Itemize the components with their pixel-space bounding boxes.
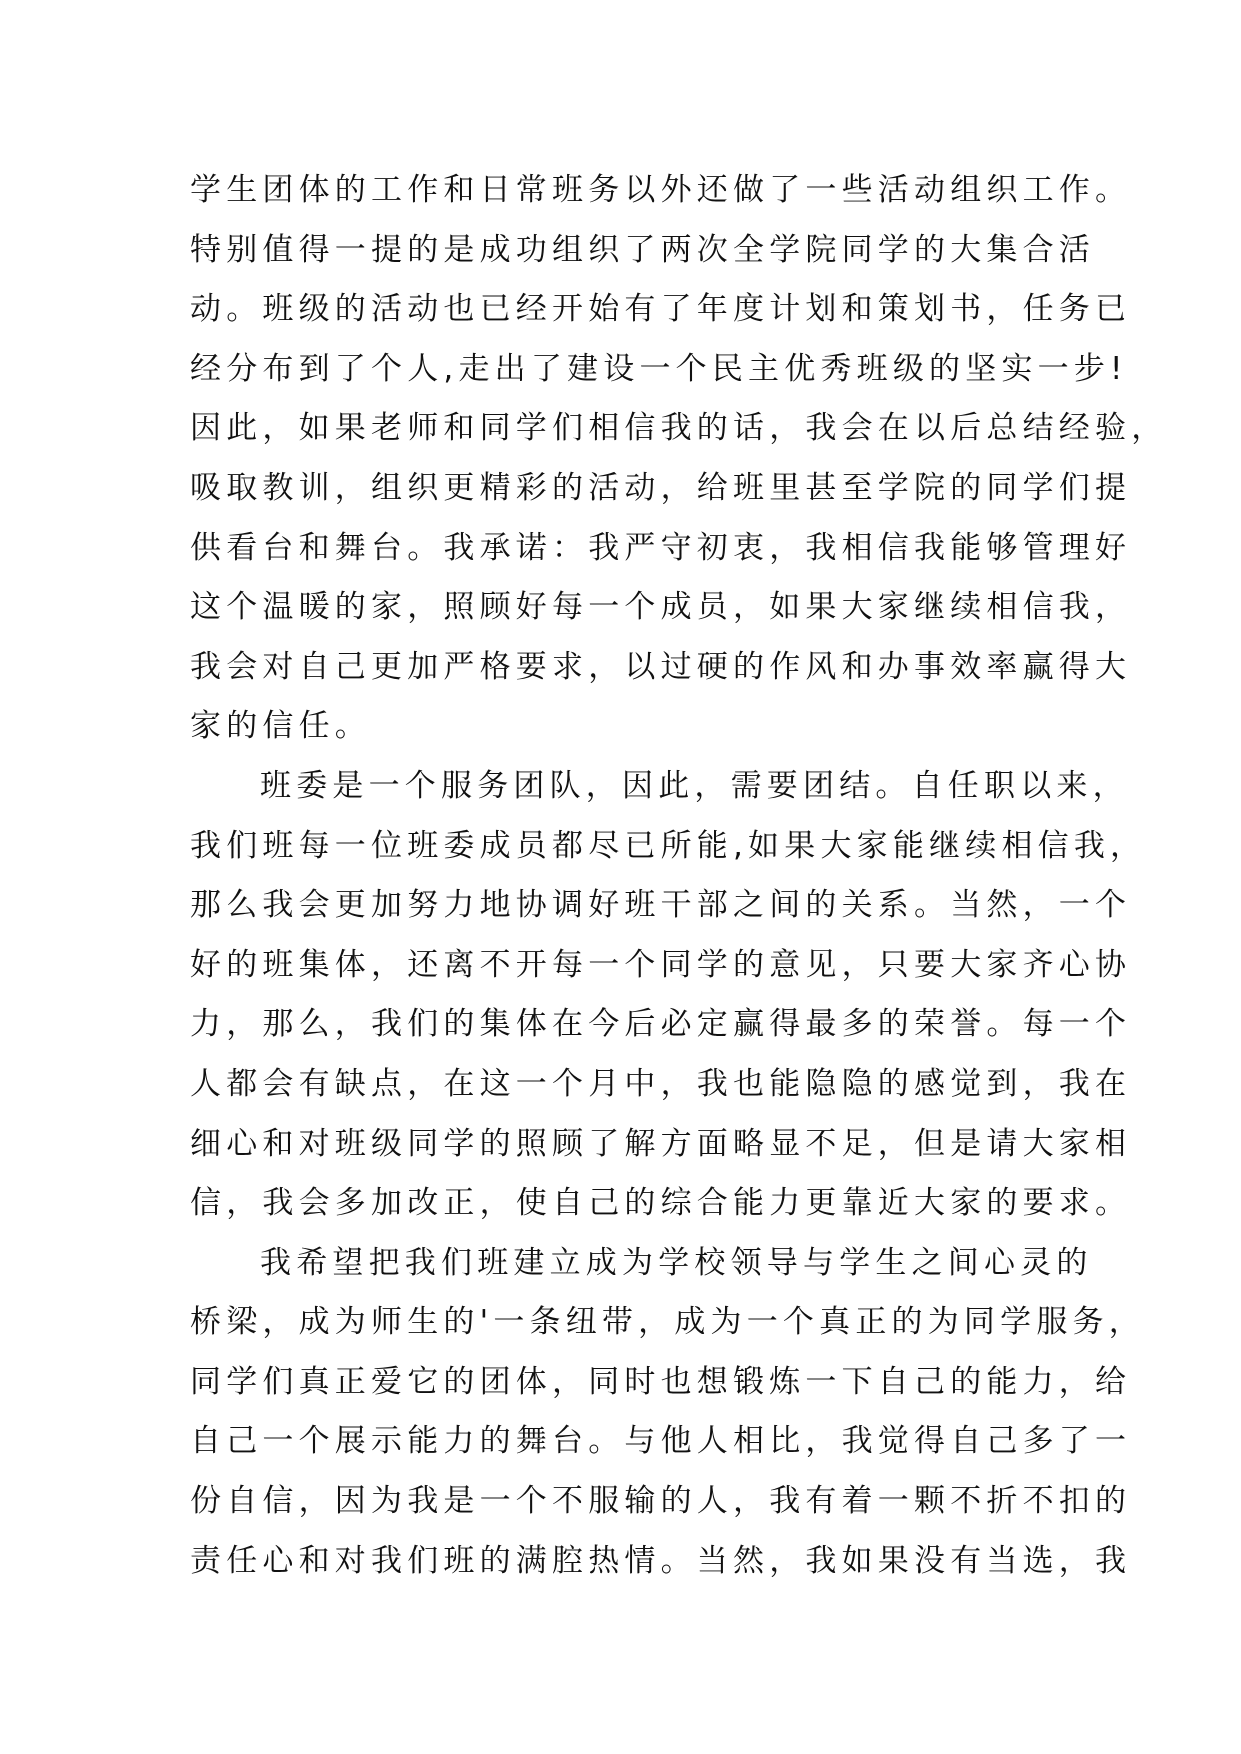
text-line: 自己一个展示能力的舞台。与他人相比，我觉得自己多了一	[190, 1423, 1132, 1460]
text-line: 动。班级的活动也已经开始有了年度计划和策划书，任务已	[190, 291, 1132, 328]
text-line: 学生团体的工作和日常班务以外还做了一些活动组织工作。	[190, 172, 1132, 208]
paragraph-start-line: 班委是一个服务团队，因此，需要团结。自任职以来，	[260, 767, 1129, 804]
text-line: 我会对自己更加严格要求，以过硬的作风和办事效率赢得大	[190, 648, 1132, 685]
text-line: 那么我会更加努力地协调好班干部之间的关系。当然，一个	[190, 887, 1132, 924]
text-line: 经分布到了个人,走出了建设一个民主优秀班级的坚实一步!	[190, 350, 1128, 387]
text-line: 细心和对班级同学的照顾了解方面略显不足，但是请大家相	[190, 1125, 1132, 1162]
document-body	[190, 161, 1168, 1591]
text-line: 供看台和舞台。我承诺：我严守初衷，我相信我能够管理好	[190, 529, 1132, 566]
text-line: 我们班每一位班委成员都尽已所能,如果大家能继续相信我，	[190, 827, 1147, 864]
text-line: 责任心和对我们班的满腔热情。当然，我如果没有当选，我	[190, 1542, 1132, 1579]
text-line: 这个温暖的家，照顾好每一个成员，如果大家继续相信我，	[190, 589, 1132, 626]
text-line: 份自信，因为我是一个不服输的人，我有着一颗不折不扣的	[190, 1483, 1132, 1520]
text-line: 特别值得一提的是成功组织了两次全学院同学的大集合活	[190, 231, 1095, 268]
text-line: 同学们真正爱它的团体，同时也想锻炼一下自己的能力，给	[190, 1363, 1132, 1400]
text-line: 吸取教训，组织更精彩的活动，给班里甚至学院的同学们提	[190, 469, 1132, 506]
text-line: 信，我会多加改正，使自己的综合能力更靠近大家的要求。	[190, 1185, 1132, 1222]
text-line: 家的信任。	[190, 708, 371, 745]
text-line: 力，那么，我们的集体在今后必定赢得最多的荣誉。每一个	[190, 1006, 1132, 1043]
paragraph-start-line: 我希望把我们班建立成为学校领导与学生之间心灵的	[260, 1244, 1093, 1281]
text-line: 好的班集体，还离不开每一个同学的意见，只要大家齐心协	[190, 946, 1132, 983]
text-line: 因此，如果老师和同学们相信我的话，我会在以后总结经验，	[190, 410, 1168, 447]
text-line: 桥梁，成为师生的'一条纽带，成为一个真正的为同学服务，	[190, 1304, 1145, 1341]
text-line: 人都会有缺点，在这一个月中，我也能隐隐的感觉到，我在	[190, 1065, 1132, 1102]
